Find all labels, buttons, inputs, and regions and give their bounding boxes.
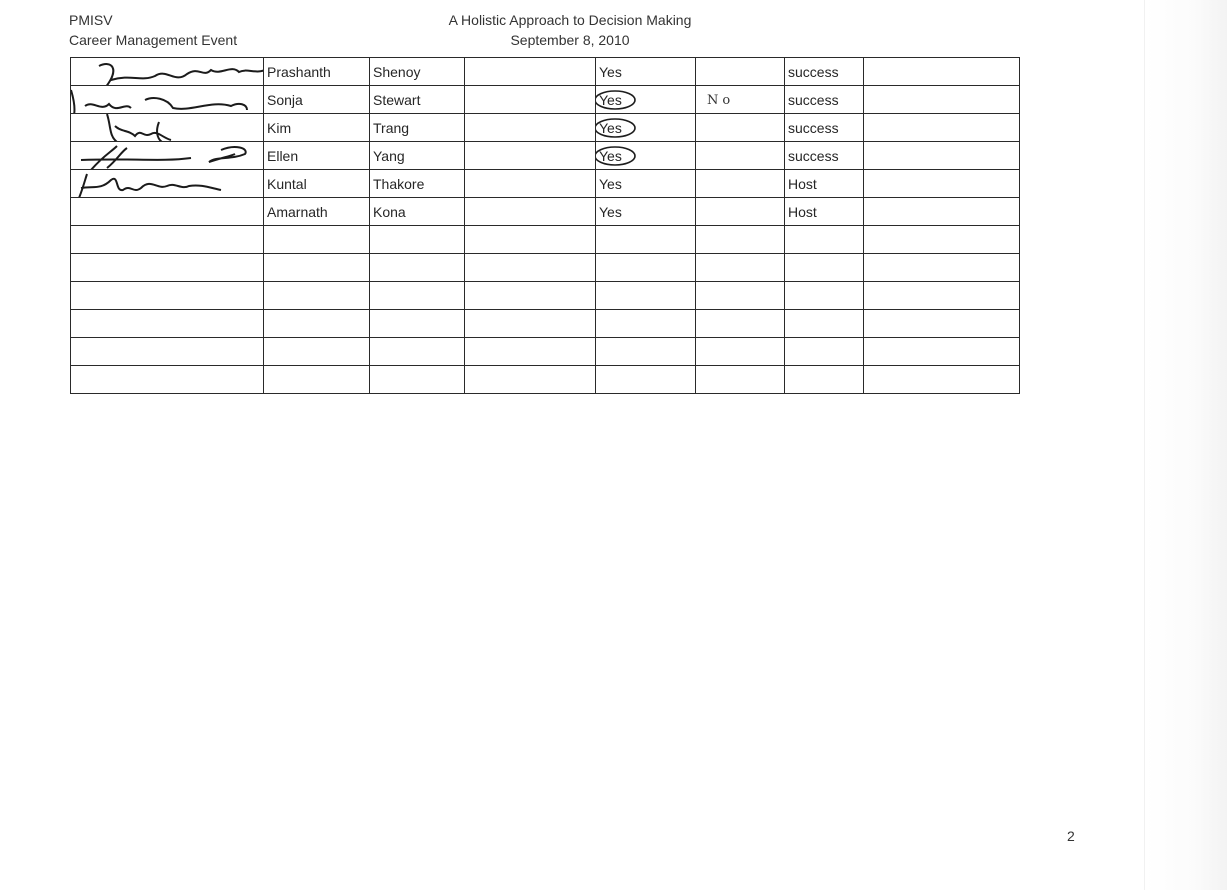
attendance-cell xyxy=(596,86,696,114)
status-cell xyxy=(785,226,864,254)
last-name-cell xyxy=(370,86,465,114)
note-cell-text: No xyxy=(707,93,735,108)
signature-cell xyxy=(71,282,264,310)
page-number: 2 xyxy=(1067,828,1075,844)
attendance-text: Yes xyxy=(599,203,622,220)
first-name-cell-text: Sonja xyxy=(267,91,303,108)
blank-cell xyxy=(465,226,596,254)
first-name-cell-text: Amarnath xyxy=(267,203,328,220)
signature-cell xyxy=(71,310,264,338)
first-name-cell xyxy=(264,114,370,142)
signature-cell xyxy=(71,142,264,170)
attendance-text: Yes xyxy=(599,63,622,80)
attendance-table xyxy=(70,57,1020,394)
attendance-cell xyxy=(596,114,696,142)
note-cell xyxy=(696,226,785,254)
first-name-cell xyxy=(264,282,370,310)
status-cell-text: Host xyxy=(788,203,817,220)
status-cell xyxy=(785,86,864,114)
attendance-cell xyxy=(596,226,696,254)
status-cell xyxy=(785,366,864,394)
note-cell xyxy=(696,198,785,226)
table-row xyxy=(71,114,1020,142)
last-name-cell xyxy=(370,338,465,366)
table-row xyxy=(71,58,1020,86)
first-name-cell xyxy=(264,310,370,338)
attendance-mark xyxy=(599,204,622,220)
status-cell xyxy=(785,170,864,198)
status-cell xyxy=(785,198,864,226)
signature-cell xyxy=(71,366,264,394)
note-cell xyxy=(696,58,785,86)
first-name-cell xyxy=(264,142,370,170)
status-cell-text: success xyxy=(788,63,839,80)
table-row xyxy=(71,198,1020,226)
attendance-text: Yes xyxy=(599,91,622,108)
note-cell xyxy=(696,254,785,282)
blank-cell xyxy=(864,142,1020,170)
last-name-cell xyxy=(370,198,465,226)
first-name-cell-text: Ellen xyxy=(267,147,299,164)
blank-cell xyxy=(465,366,596,394)
blank-cell xyxy=(465,310,596,338)
blank-cell xyxy=(864,254,1020,282)
signature-cell xyxy=(71,114,264,142)
status-cell xyxy=(785,114,864,142)
table-row xyxy=(71,366,1020,394)
handwritten-signature xyxy=(71,86,264,114)
blank-cell xyxy=(465,114,596,142)
blank-cell xyxy=(864,58,1020,86)
blank-cell xyxy=(465,254,596,282)
table-row xyxy=(71,254,1020,282)
last-name-cell xyxy=(370,58,465,86)
status-cell-text: success xyxy=(788,119,839,136)
table-row xyxy=(71,310,1020,338)
last-name-cell-text: Thakore xyxy=(373,175,425,192)
last-name-cell-text: Yang xyxy=(373,147,405,164)
attendance-cell xyxy=(596,58,696,86)
first-name-cell xyxy=(264,226,370,254)
handwritten-signature xyxy=(71,142,264,170)
last-name-cell xyxy=(370,254,465,282)
attendance-text: Yes xyxy=(599,119,622,136)
attendance-text: Yes xyxy=(599,147,622,164)
note-cell xyxy=(696,114,785,142)
note-cell xyxy=(696,170,785,198)
table-row xyxy=(71,226,1020,254)
first-name-cell xyxy=(264,58,370,86)
table-row xyxy=(71,170,1020,198)
handwritten-signature xyxy=(71,114,264,142)
blank-cell xyxy=(465,198,596,226)
event-date: September 8, 2010 xyxy=(510,32,630,48)
blank-cell xyxy=(864,310,1020,338)
blank-cell xyxy=(465,142,596,170)
signature-cell xyxy=(71,226,264,254)
note-cell xyxy=(696,142,785,170)
blank-cell xyxy=(864,170,1020,198)
blank-cell xyxy=(465,86,596,114)
circle-mark xyxy=(596,117,638,139)
first-name-cell xyxy=(264,338,370,366)
blank-cell xyxy=(465,58,596,86)
last-name-cell xyxy=(370,142,465,170)
note-cell xyxy=(696,86,785,114)
first-name-cell xyxy=(264,86,370,114)
blank-cell xyxy=(864,282,1020,310)
attendance-cell xyxy=(596,310,696,338)
document-title: A Holistic Approach to Decision Making xyxy=(448,12,692,28)
header-center xyxy=(400,10,740,50)
circle-mark xyxy=(596,145,638,167)
blank-cell xyxy=(465,338,596,366)
status-cell xyxy=(785,282,864,310)
status-cell xyxy=(785,310,864,338)
blank-cell xyxy=(864,198,1020,226)
status-cell-text: Host xyxy=(788,175,817,192)
last-name-cell xyxy=(370,114,465,142)
last-name-cell-text: Stewart xyxy=(373,91,421,108)
last-name-cell xyxy=(370,282,465,310)
attendance-cell xyxy=(596,170,696,198)
signature-cell xyxy=(71,86,264,114)
blank-cell xyxy=(864,226,1020,254)
signature-cell xyxy=(71,58,264,86)
status-cell xyxy=(785,58,864,86)
attendance-cell xyxy=(596,338,696,366)
blank-cell xyxy=(465,282,596,310)
attendance-cell xyxy=(596,282,696,310)
note-cell xyxy=(696,338,785,366)
blank-cell xyxy=(864,366,1020,394)
first-name-cell xyxy=(264,198,370,226)
blank-cell xyxy=(864,86,1020,114)
attendance-mark xyxy=(599,120,622,136)
status-cell xyxy=(785,254,864,282)
handwritten-signature xyxy=(71,58,264,86)
note-cell xyxy=(696,282,785,310)
first-name-cell xyxy=(264,254,370,282)
blank-cell xyxy=(864,338,1020,366)
table-row xyxy=(71,142,1020,170)
handwritten-signature xyxy=(71,170,264,198)
status-cell-text: success xyxy=(788,91,839,108)
attendance-cell xyxy=(596,254,696,282)
signature-cell xyxy=(71,198,264,226)
attendance-mark xyxy=(599,64,622,80)
status-cell xyxy=(785,338,864,366)
attendance-text: Yes xyxy=(599,175,622,192)
scan-edge-shadow xyxy=(1144,0,1227,890)
status-cell-text: success xyxy=(788,147,839,164)
attendance-cell xyxy=(596,142,696,170)
last-name-cell-text: Trang xyxy=(373,119,410,136)
table-row xyxy=(71,86,1020,114)
status-cell xyxy=(785,142,864,170)
table-row xyxy=(71,338,1020,366)
last-name-cell-text: Shenoy xyxy=(373,63,421,80)
attendance-mark xyxy=(599,148,622,164)
event-name: Career Management Event xyxy=(69,32,238,48)
last-name-cell xyxy=(370,226,465,254)
last-name-cell xyxy=(370,310,465,338)
first-name-cell xyxy=(264,170,370,198)
last-name-cell-text: Kona xyxy=(373,203,406,220)
attendance-cell xyxy=(596,198,696,226)
attendance-mark xyxy=(599,92,622,108)
org-name: PMISV xyxy=(69,12,113,28)
signature-cell xyxy=(71,338,264,366)
table-row xyxy=(71,282,1020,310)
blank-cell xyxy=(465,170,596,198)
attendance-cell xyxy=(596,366,696,394)
first-name-cell-text: Kim xyxy=(267,119,292,136)
note-cell xyxy=(696,366,785,394)
header-left xyxy=(69,10,237,50)
signature-cell xyxy=(71,170,264,198)
first-name-cell-text: Prashanth xyxy=(267,63,331,80)
last-name-cell xyxy=(370,366,465,394)
circle-mark xyxy=(596,89,638,111)
note-cell xyxy=(696,310,785,338)
attendance-mark xyxy=(599,176,622,192)
signature-cell xyxy=(71,254,264,282)
first-name-cell xyxy=(264,366,370,394)
first-name-cell-text: Kuntal xyxy=(267,175,307,192)
last-name-cell xyxy=(370,170,465,198)
blank-cell xyxy=(864,114,1020,142)
